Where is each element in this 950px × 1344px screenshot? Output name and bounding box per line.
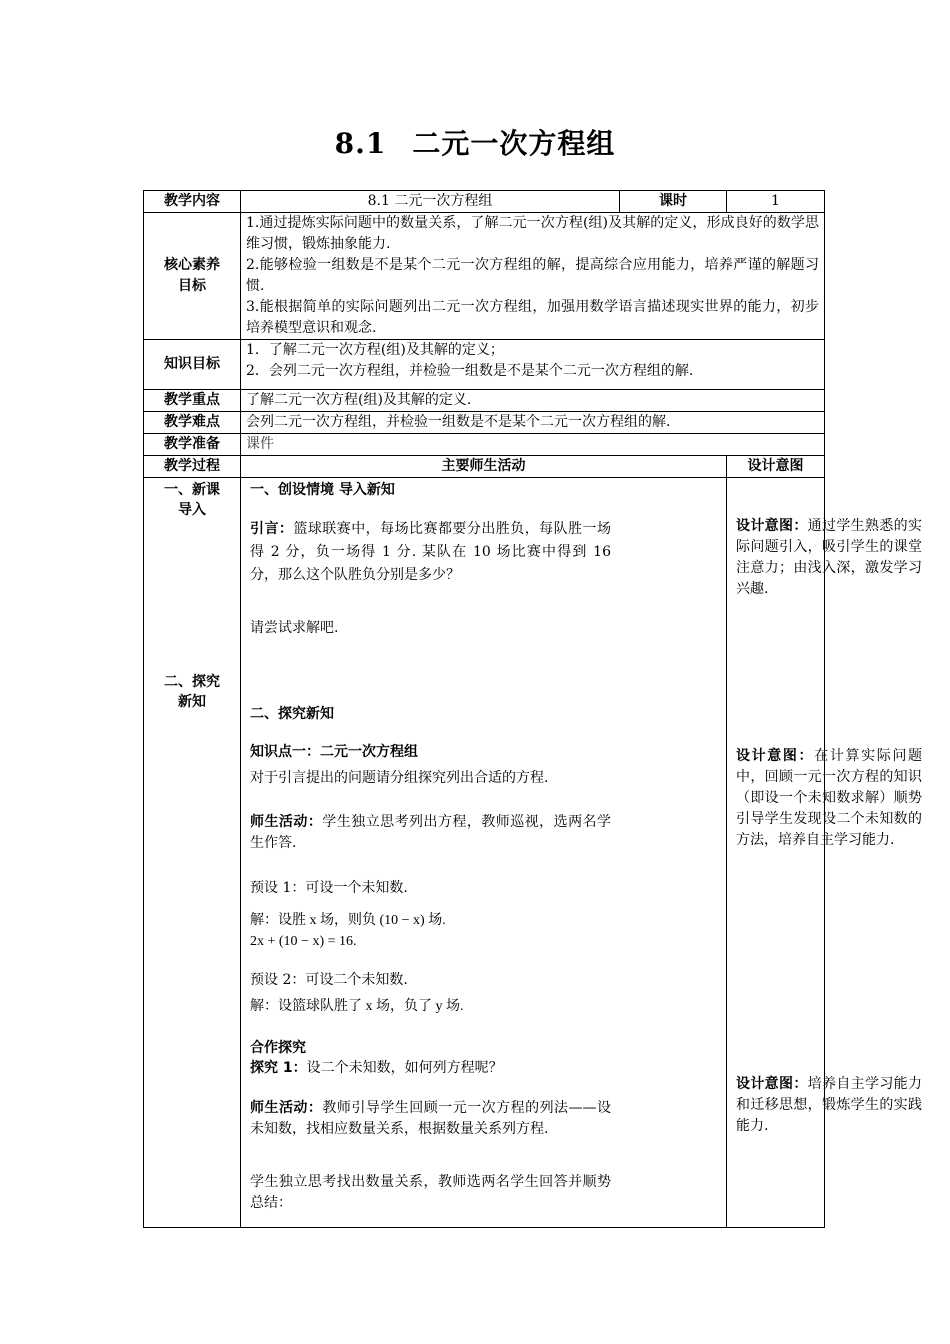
section-intro-line2: 导入 <box>178 502 206 518</box>
label-content: 教学内容 <box>144 191 241 213</box>
design-note-3 <box>736 1074 922 1137</box>
teacher-student-activity-2 <box>250 1098 611 1140</box>
core-goals-cell <box>241 213 825 340</box>
value-difficult-points: 会列二元一次方程组，并检验一组数是不是某个二元一次方程组的解. <box>241 412 825 434</box>
core-goal-item: 1.通过提炼实际问题中的数量关系，了解二元一次方程(组)及其解的定义，形成良好的数学思维习惯，锻炼抽象能力. <box>246 215 819 252</box>
row-core-goals <box>144 213 825 340</box>
knowledge-point-1: 知识点一：二元一次方程组 <box>250 744 418 760</box>
label-preparation: 教学准备 <box>144 434 241 456</box>
ts2-label: 师生活动： <box>250 1100 323 1116</box>
ts2-text: 教师引导学生回顾一元一次方程的列法——设未知数，找相应数量关系，根据数量关系列方程. <box>250 1100 612 1137</box>
ts1-text: 学生独立思考列出方程，教师巡视，选两名学生作答. <box>250 814 612 851</box>
design-3-text: 培养自主学习能力和迁移思想，锻炼学生的实践能力. <box>736 1076 923 1134</box>
knowledge-item: 2．会列二元一次方程组，并检验一组数是不是某个二元一次方程组的解. <box>246 363 694 379</box>
label-knowledge: 知识目标 <box>144 340 241 390</box>
section-explore-line1: 二、探究 <box>164 674 220 690</box>
solution-2: 解：设篮球队胜了 x 场，负了 y 场. <box>250 999 464 1014</box>
lesson-plan-table <box>143 190 923 1228</box>
design-note-1 <box>736 516 922 600</box>
row-process-body <box>144 478 825 1228</box>
section-intro <box>144 480 240 520</box>
design-1-text: 通过学生熟悉的实际问题引入，吸引学生的课堂注意力；由浅入深，激发学习兴趣. <box>736 518 923 597</box>
design-1-label: 设计意图： <box>736 518 808 534</box>
value-content: 8.1 二元一次方程组 <box>241 191 620 213</box>
row-content <box>144 191 825 213</box>
intro-label: 引言： <box>250 521 294 537</box>
preset-2: 预设 2：可设二个未知数. <box>250 972 408 988</box>
intro-text: 篮球联赛中，每场比赛都要分出胜负，每队胜一场得 2 分，负一场得 1 分. 某队在 10 场比赛中得到 16 分，那么这个队胜负分别是多少？ <box>250 521 611 583</box>
explore-1 <box>250 1058 611 1079</box>
row-knowledge <box>144 340 825 390</box>
design-2-text: 在计算实际问题中，回顾一元一次方程的知识（即设一个未知数求解）顺势引导学生发现设二个未知数的方法，培养自主学习能力. <box>736 748 923 848</box>
explore-1-label: 探究 1： <box>250 1060 307 1076</box>
row-key-points <box>144 390 825 412</box>
preset-1: 预设 1：可设一个未知数. <box>250 880 408 896</box>
group-text: 对于引言提出的问题请分组探究列出合适的方程. <box>250 770 549 786</box>
section-explore-line2: 新知 <box>178 694 206 710</box>
core-goal-item: 2.能够检验一组数是不是某个二元一次方程组的解，提高综合应用能力，培养严谨的解题习惯. <box>246 257 819 294</box>
section-intro-line1: 一、新课 <box>164 482 220 498</box>
label-core-line2: 目标 <box>178 278 206 294</box>
row-preparation <box>144 434 825 456</box>
title-number: 8.1 <box>334 127 387 160</box>
label-difficult-points: 教学难点 <box>144 412 241 434</box>
header-activity: 主要师生活动 <box>241 456 727 478</box>
page-title <box>0 122 950 162</box>
label-process: 教学过程 <box>144 456 241 478</box>
heading-explore: 二、探究新知 <box>250 706 334 722</box>
label-core-line1: 核心素养 <box>164 257 220 273</box>
activity-column <box>241 478 727 1228</box>
header-design: 设计意图 <box>727 456 825 478</box>
teacher-student-activity-1 <box>250 812 611 854</box>
label-core-goals <box>144 213 241 340</box>
section-explore <box>144 672 240 712</box>
section-column <box>144 478 241 1228</box>
value-hours: 1 <box>727 191 825 213</box>
solution-1-line1: 解：设胜 x 场，则负 (10 − x) 场. <box>250 913 446 928</box>
value-key-points: 了解二元一次方程(组)及其解的定义. <box>241 390 825 412</box>
value-preparation: 课件 <box>241 434 825 456</box>
coop-heading: 合作探究 <box>250 1040 306 1056</box>
heading-intro: 一、创设情境 导入新知 <box>250 482 395 498</box>
knowledge-cell <box>241 340 825 390</box>
row-process-header <box>144 456 825 478</box>
design-note-2 <box>736 746 922 851</box>
final-text: 学生独立思考找出数量关系，教师选两名学生回答并顺势总结： <box>250 1174 611 1211</box>
label-key-points: 教学重点 <box>144 390 241 412</box>
try-text: 请尝试求解吧. <box>250 620 339 636</box>
row-difficult-points <box>144 412 825 434</box>
intro-paragraph <box>250 518 611 587</box>
solution-1-line2: 2x + (10 − x) = 16. <box>250 934 357 949</box>
design-column <box>727 478 923 1228</box>
core-goal-item: 3.能根据简单的实际问题列出二元一次方程组，加强用数学语言描述现实世界的能力，初步培养模型意识和观念. <box>246 299 819 336</box>
design-2-label: 设计意图： <box>736 748 815 764</box>
label-hours: 课时 <box>620 191 727 213</box>
knowledge-item: 1．了解二元一次方程(组)及其解的定义； <box>246 342 504 358</box>
design-3-label: 设计意图： <box>736 1076 808 1092</box>
explore-1-text: 设二个未知数，如何列方程呢？ <box>306 1060 503 1076</box>
ts1-label: 师生活动： <box>250 814 323 830</box>
title-text: 二元一次方程组 <box>412 127 616 160</box>
